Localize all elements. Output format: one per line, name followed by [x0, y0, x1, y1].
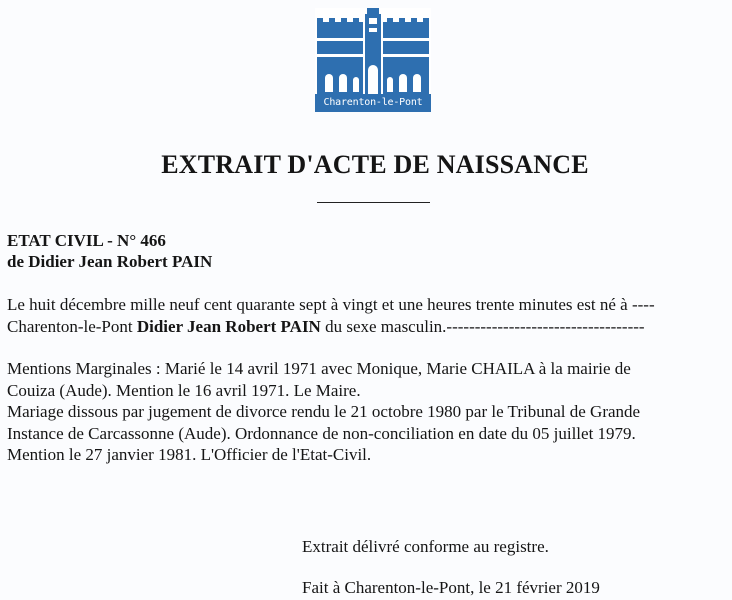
birth-statement: [7, 294, 655, 337]
subject-name-line: de Didier Jean Robert PAIN: [7, 252, 213, 271]
document-title: EXTRAIT D'ACTE DE NAISSANCE: [161, 150, 589, 179]
birth-line-1: Le huit décembre mille neuf cent quarante sept à vingt et une heures trente minutes est né à ----: [7, 295, 655, 314]
logo-text: Charenton-le-Pont: [315, 94, 431, 112]
title-divider: [317, 202, 430, 203]
place-date-line: Fait à Charenton-le-Pont, le 21 février 2019: [302, 578, 600, 597]
birth-sex: du sexe masculin.-----------------------------------: [320, 316, 645, 336]
mention-line: Couiza (Aude). Mention le 16 avril 1971. Le Maire.: [7, 380, 361, 400]
mention-line: Instance de Carcassonne (Aude). Ordonnance de non-conciliation en date du 05 juillet 1979.: [7, 423, 636, 443]
etat-civil-number: ETAT CIVIL - N° 466: [7, 231, 166, 250]
birth-line-2: [7, 316, 655, 338]
marginal-mentions: [7, 358, 640, 466]
record-heading: [7, 230, 212, 272]
castle-icon: [315, 8, 431, 94]
birth-name: Didier Jean Robert PAIN: [136, 316, 321, 336]
conformity-statement: Extrait délivré conforme au registre.: [302, 537, 549, 556]
town-logo: [315, 8, 431, 112]
birth-place: Charenton-le-Pont: [7, 316, 137, 336]
mention-line: Mariage dissous par jugement de divorce rendu le 21 octobre 1980 par le Tribunal de Grande: [7, 402, 641, 421]
mention-line: Mention le 27 janvier 1981. L'Officier de l'Etat-Civil.: [7, 445, 372, 464]
mention-line: Mentions Marginales : Marié le 14 avril 1971 avec Monique, Marie CHAILA à la mairie de: [7, 359, 631, 378]
